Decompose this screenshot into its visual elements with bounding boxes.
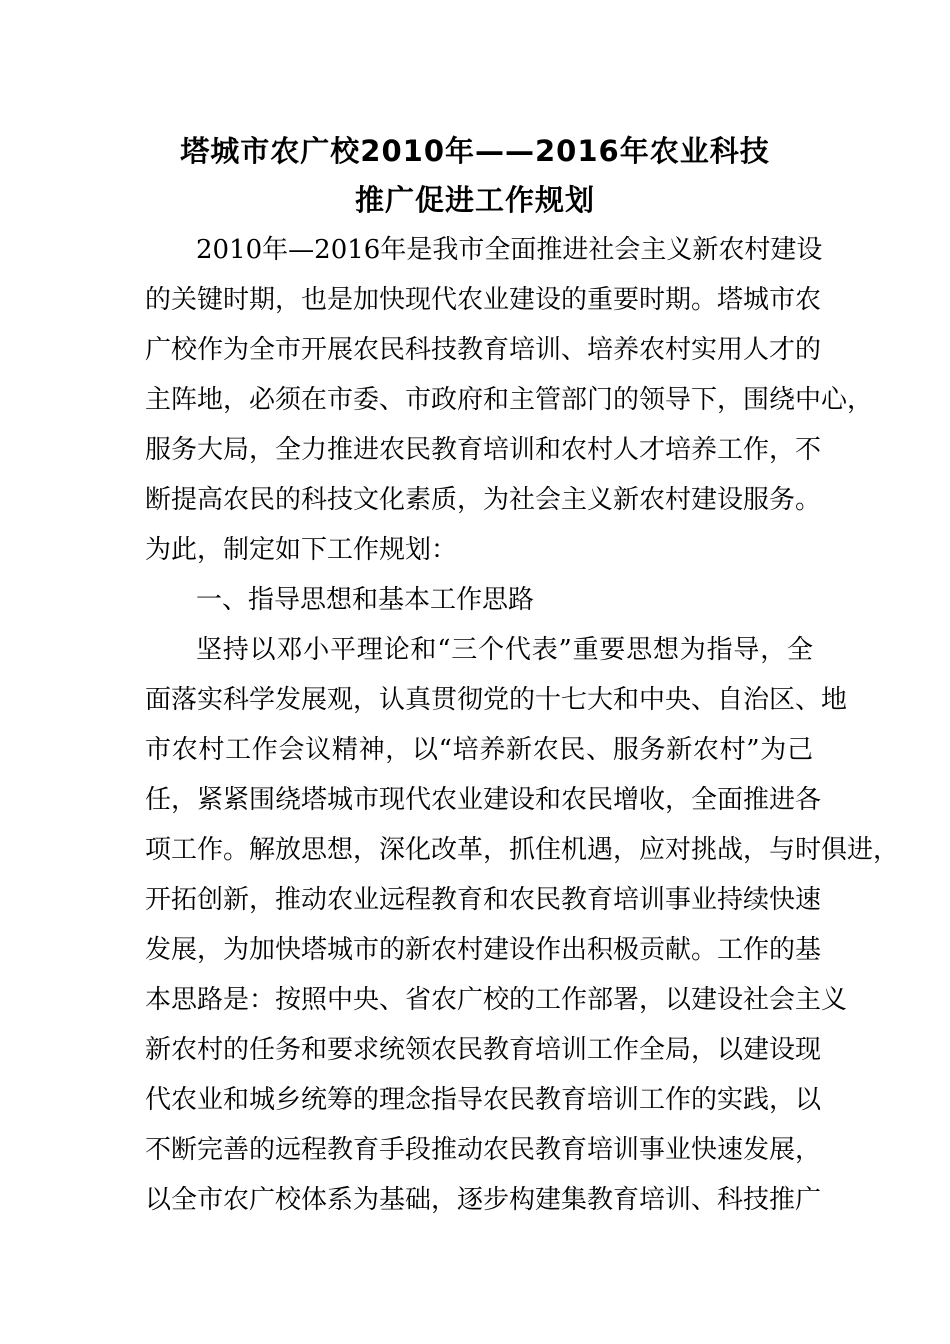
paragraph-line: 2010年—2016年是我市全面推进社会主义新农村建设 xyxy=(196,235,823,265)
paragraph-line: 主阵地，必须在市委、市政府和主管部门的领导下，围绕中心， xyxy=(145,385,874,415)
paragraph-line: 本思路是：按照中央、省农广校的工作部署，以建设社会主义 xyxy=(145,985,848,1015)
paragraph-line: 不断完善的远程教育手段推动农民教育培训事业快速发展， xyxy=(145,1135,822,1165)
section-heading: 一、指导思想和基本工作思路 xyxy=(196,585,535,615)
paragraph-line: 开拓创新，推动农业远程教育和农民教育培训事业持续快速 xyxy=(145,885,822,915)
paragraph-line: 代农业和城乡统筹的理念指导农民教育培训工作的实践，以 xyxy=(145,1085,822,1115)
paragraph-line: 广校作为全市开展农民科技教育培训、培养农村实用人才的 xyxy=(145,335,822,365)
paragraph-line: 为此，制定如下工作规划： xyxy=(145,535,458,565)
document-title-line-1: 塔城市农广校2010年——2016年农业科技 xyxy=(180,134,770,168)
paragraph-line: 坚持以邓小平理论和“三个代表”重要思想为指导，全 xyxy=(196,635,813,665)
paragraph-line: 服务大局，全力推进农民教育培训和农村人才培养工作，不 xyxy=(145,435,822,465)
paragraph-line: 发展，为加快塔城市的新农村建设作出积极贡献。工作的基 xyxy=(145,935,822,965)
paragraph-line: 断提高农民的科技文化素质，为社会主义新农村建设服务。 xyxy=(145,485,822,515)
paragraph-line: 任，紧紧围绕塔城市现代农业建设和农民增收，全面推进各 xyxy=(145,785,822,815)
paragraph-line: 新农村的任务和要求统领农民教育培训工作全局，以建设现 xyxy=(145,1035,822,1065)
paragraph-line: 项工作。解放思想，深化改革，抓住机遇，应对挑战，与时俱进， xyxy=(145,835,900,865)
paragraph-line: 市农村工作会议精神，以“培养新农民、服务新农村”为己 xyxy=(145,735,813,765)
paragraph-line: 的关键时期，也是加快现代农业建设的重要时期。塔城市农 xyxy=(145,285,822,315)
paragraph-line: 以全市农广校体系为基础，逐步构建集教育培训、科技推广 xyxy=(145,1185,822,1215)
document-title-line-2: 推广促进工作规划 xyxy=(354,183,595,217)
paragraph-line: 面落实科学发展观，认真贯彻党的十七大和中央、自治区、地 xyxy=(145,685,848,715)
